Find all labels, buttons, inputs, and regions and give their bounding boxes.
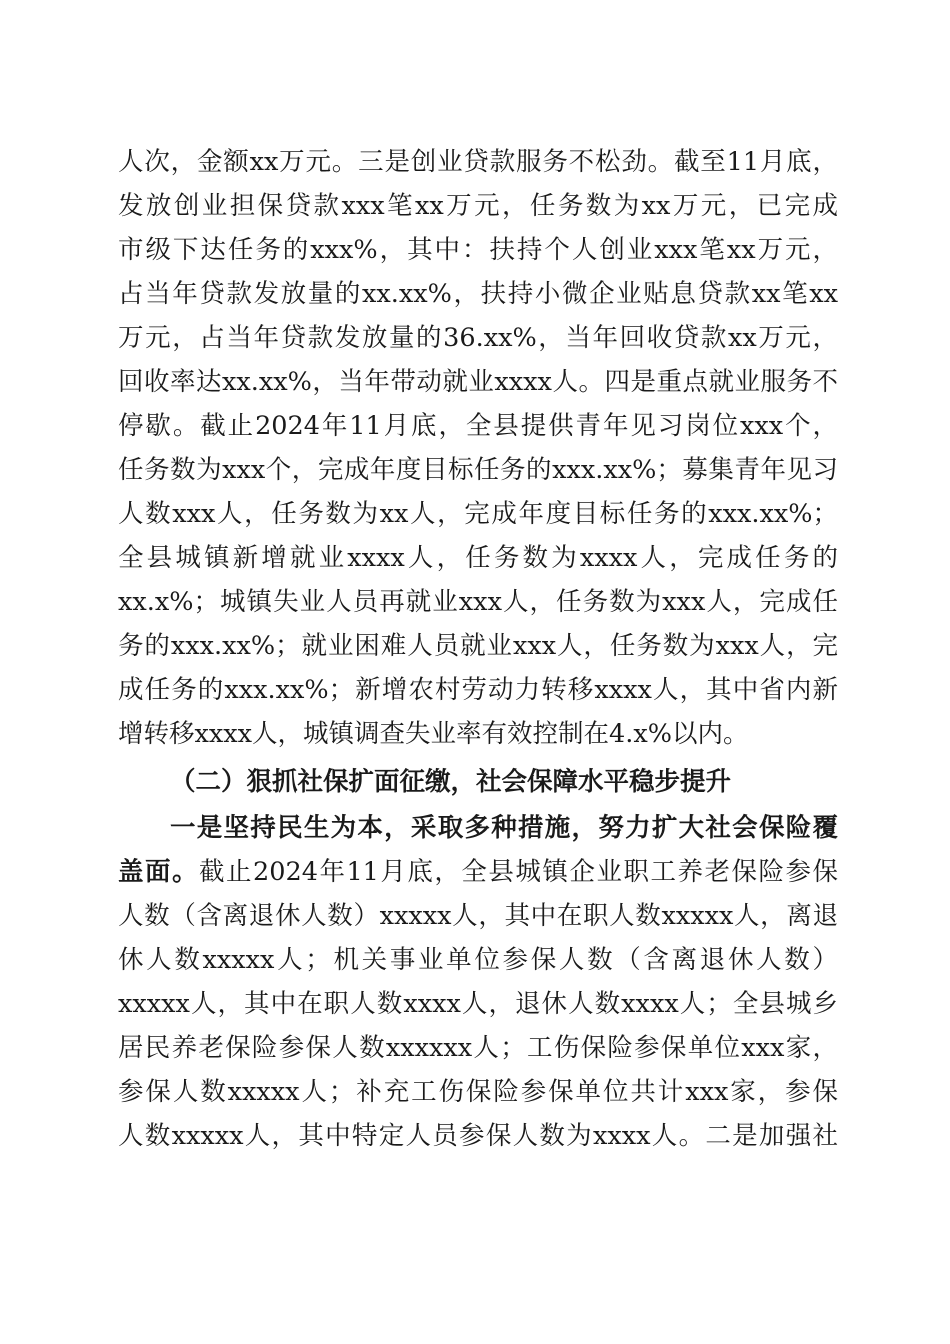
paragraph-line: 占当年贷款发放量的xx.xx%，扶持小微企业贴息贷款xx笔xx: [118, 279, 838, 309]
paragraph-line: 全县城镇新增就业xxxx人，任务数为xxxx人，完成任务的: [118, 543, 838, 573]
paragraph-line: xx.x%；城镇失业人员再就业xxx人，任务数为xxx人，完成任: [118, 587, 838, 617]
lead-bold-continuation: 盖面。: [118, 857, 200, 887]
paragraph-line: 市级下达任务的xxx%，其中：扶持个人创业xxx笔xx万元，: [118, 235, 838, 265]
paragraph-line: 休人数xxxxx人；机关事业单位参保人数（含离退休人数）: [118, 945, 838, 975]
paragraph-line: 任务数为xxx个，完成年度目标任务的xxx.xx%；募集青年见习: [118, 455, 838, 485]
paragraph-line: 参保人数xxxxx人；补充工伤保险参保单位共计xxx家，参保: [118, 1077, 838, 1107]
paragraph-line: 停歇。截止2024年11月底，全县提供青年见习岗位xxx个，: [118, 411, 838, 441]
paragraph-line: 回收率达xx.xx%，当年带动就业xxxx人。四是重点就业服务不: [118, 367, 838, 397]
section-heading: （二）狠抓社保扩面征缴，社会保障水平稳步提升: [170, 767, 732, 797]
paragraph-line: [118, 850, 838, 894]
paragraph-line: xxxxx人，其中在职人数xxxx人，退休人数xxxx人；全县城乡: [118, 989, 838, 1019]
paragraph-line: 人数xxxxx人，其中特定人员参保人数为xxxx人。二是加强社: [118, 1121, 838, 1151]
paragraph-line: 务的xxx.xx%；就业困难人员就业xxx人，任务数为xxx人，完: [118, 631, 838, 661]
paragraph-line: 万元，占当年贷款发放量的36.xx%，当年回收贷款xx万元，: [118, 323, 838, 353]
paragraph-lead-bold: 一是坚持民生为本，采取多种措施，努力扩大社会保险覆: [170, 813, 838, 843]
paragraph-line: 居民养老保险参保人数xxxxxx人；工伤保险参保单位xxx家，: [118, 1033, 838, 1063]
paragraph-line: 发放创业担保贷款xxx笔xx万元，任务数为xx万元，已完成: [118, 191, 838, 221]
paragraph-line: 增转移xxxx人，城镇调查失业率有效控制在4.x%以内。: [118, 719, 749, 749]
paragraph-line: 成任务的xxx.xx%；新增农村劳动力转移xxxx人，其中省内新: [118, 675, 838, 705]
paragraph-line: 人数xxx人，任务数为xx人，完成年度目标任务的xxx.xx%；: [118, 499, 838, 529]
paragraph-line: 人数（含离退休人数）xxxxx人，其中在职人数xxxxx人，离退: [118, 901, 838, 931]
paragraph-line: 人次，金额xx万元。三是创业贷款服务不松劲。截至11月底，: [118, 147, 838, 177]
lead-line-rest: 截止2024年11月底，全县城镇企业职工养老保险参保: [199, 857, 838, 887]
